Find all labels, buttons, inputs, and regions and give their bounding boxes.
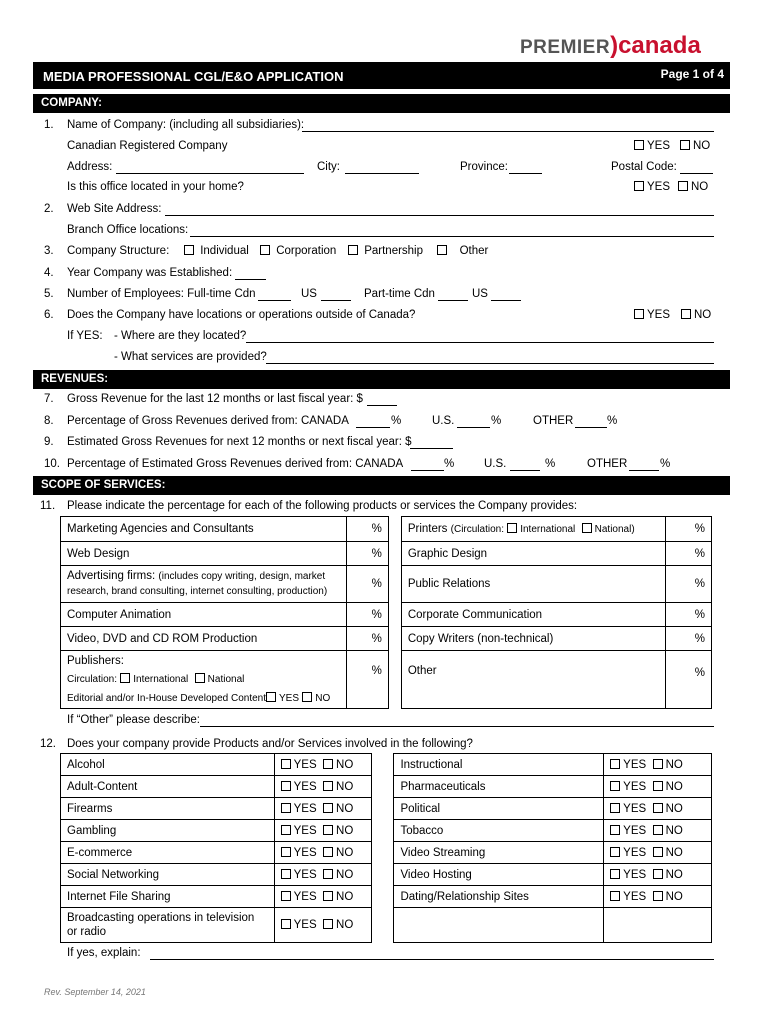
gap-cell <box>372 798 394 820</box>
checkbox[interactable] <box>634 181 644 191</box>
where-field[interactable] <box>246 342 714 343</box>
fulltime-us-label: US <box>301 288 317 300</box>
gap-cell <box>372 776 394 798</box>
city-label: City: <box>317 161 340 173</box>
checkbox[interactable] <box>653 825 663 835</box>
checkbox[interactable] <box>610 847 620 857</box>
fulltime-cdn-field[interactable] <box>258 300 291 301</box>
checkbox[interactable] <box>281 847 291 857</box>
parttime-label: Part-time Cdn <box>364 288 435 300</box>
logo-swoosh: ) <box>610 32 619 59</box>
yes-label: YES <box>293 780 317 793</box>
advertising-note: (includes copy writing, design, market <box>158 571 326 582</box>
checkbox[interactable] <box>323 847 333 857</box>
q7-number: 7. <box>44 393 54 405</box>
revision-date: Rev. September 14, 2021 <box>44 987 146 997</box>
checkbox[interactable] <box>610 759 620 769</box>
yes-no-cell[interactable] <box>604 798 712 820</box>
service-pct[interactable]: % <box>666 603 712 627</box>
q8-other-field[interactable] <box>575 427 607 428</box>
q10-number: 10. <box>44 458 60 470</box>
other-describe-label: If “Other” please describe: <box>67 714 200 726</box>
q9-number: 9. <box>44 436 54 448</box>
advertising-note-2: research, brand consulting, internet consulting, production) <box>67 586 328 597</box>
q8-canada-field[interactable] <box>356 427 390 428</box>
checkbox[interactable] <box>323 919 333 929</box>
q3-number: 3. <box>44 245 54 257</box>
yes-label: YES <box>293 758 317 771</box>
no-label: NO <box>315 692 331 704</box>
city-field[interactable] <box>345 173 419 174</box>
table-row <box>61 627 712 651</box>
checkbox[interactable] <box>260 245 270 255</box>
no-label: NO <box>665 824 683 837</box>
address-label: Address: <box>67 161 113 173</box>
q10-us-field[interactable] <box>510 470 540 471</box>
postal-label: Postal Code: <box>611 161 677 173</box>
registered-no[interactable] <box>680 140 710 152</box>
table-row <box>61 886 712 908</box>
q10-label: Percentage of Estimated Gross Revenues derived from: CANADA <box>67 458 404 470</box>
yes-no-cell[interactable] <box>274 842 372 864</box>
checkbox[interactable] <box>610 781 620 791</box>
yes-no-cell[interactable] <box>274 820 372 842</box>
product-cell: Dating/Relationship Sites <box>394 886 604 908</box>
checkbox[interactable] <box>281 781 291 791</box>
no-label: NO <box>694 309 712 321</box>
q10-other-label: OTHER <box>587 458 628 470</box>
checkbox[interactable] <box>323 759 333 769</box>
page-title: MEDIA PROFESSIONAL CGL/E&O APPLICATION <box>43 69 344 84</box>
home-yes[interactable] <box>634 181 670 193</box>
no-label: NO <box>665 802 683 815</box>
international-label: International <box>520 524 576 535</box>
circulation-label: Circulation: <box>67 673 118 685</box>
q10-canada-field[interactable] <box>411 470 444 471</box>
yes-label: YES <box>293 846 317 859</box>
gap-cell <box>372 908 394 943</box>
service-cell: Corporate Communication <box>401 603 665 627</box>
q8-number: 8. <box>44 415 54 427</box>
checkbox[interactable] <box>681 309 691 319</box>
gap-cell <box>372 864 394 886</box>
checkbox[interactable] <box>653 869 663 879</box>
pct-sign: % <box>491 415 502 427</box>
checkbox[interactable] <box>323 891 333 901</box>
service-pct[interactable]: % <box>347 566 389 603</box>
service-pct[interactable]: % <box>347 517 389 542</box>
pct-sign: % <box>660 458 671 470</box>
other-describe-field[interactable] <box>200 726 714 727</box>
no-label: NO <box>336 890 354 903</box>
parttime-cdn-field[interactable] <box>438 300 468 301</box>
yes-label: YES <box>623 802 647 815</box>
product-cell: Pharmaceuticals <box>394 776 604 798</box>
service-pct[interactable]: % <box>347 542 389 566</box>
q10-us-label: U.S. <box>484 458 507 470</box>
yes-no-cell[interactable] <box>604 842 712 864</box>
checkbox[interactable] <box>582 523 592 533</box>
table-row <box>61 651 712 709</box>
registered-label: Canadian Registered Company <box>67 140 228 152</box>
yes-label: YES <box>293 802 317 815</box>
yes-no-cell[interactable] <box>604 754 712 776</box>
no-label: NO <box>693 140 711 152</box>
checkbox[interactable] <box>281 803 291 813</box>
premier-canada-logo <box>520 32 701 60</box>
no-label: NO <box>336 868 354 881</box>
service-cell: Web Design <box>61 542 347 566</box>
q8-us-field[interactable] <box>457 427 490 428</box>
no-label: NO <box>336 802 354 815</box>
checkbox[interactable] <box>195 673 205 683</box>
yes-no-cell[interactable] <box>274 776 372 798</box>
what-field[interactable] <box>266 363 714 364</box>
checkbox[interactable] <box>281 825 291 835</box>
yes-no-cell[interactable] <box>604 776 712 798</box>
service-pct[interactable]: % <box>666 542 712 566</box>
empty-cell <box>394 908 604 943</box>
checkbox[interactable] <box>323 869 333 879</box>
product-cell: Internet File Sharing <box>61 886 275 908</box>
service-cell <box>401 517 665 542</box>
q4-label: Year Company was Established: <box>67 267 233 279</box>
publishers-label: Publishers: <box>67 654 124 667</box>
yes-label: YES <box>647 140 671 152</box>
section-revenues-label: REVENUES: <box>41 373 109 385</box>
no-label: NO <box>336 824 354 837</box>
pct-sign: % <box>391 415 402 427</box>
section-scope <box>33 476 730 495</box>
home-no[interactable] <box>678 181 708 193</box>
service-cell: Video, DVD and CD ROM Production <box>61 627 347 651</box>
no-label: NO <box>665 868 683 881</box>
structure-label: Partnership <box>364 245 424 257</box>
service-cell <box>61 566 347 603</box>
q2-label: Web Site Address: <box>67 203 162 215</box>
pct-sign: % <box>545 458 556 470</box>
yes-no-cell[interactable] <box>274 798 372 820</box>
section-company-label: COMPANY: <box>41 97 102 109</box>
checkbox[interactable] <box>653 891 663 901</box>
q5-label: Number of Employees: Full-time Cdn <box>67 288 256 300</box>
logo-canada: canada <box>618 32 701 59</box>
gap-cell <box>372 886 394 908</box>
pct-sign: % <box>607 415 618 427</box>
product-cell: E-commerce <box>61 842 275 864</box>
structure-partnership[interactable] <box>348 245 423 257</box>
product-cell: Gambling <box>61 820 275 842</box>
home-label: Is this office located in your home? <box>67 181 244 193</box>
checkbox[interactable] <box>610 825 620 835</box>
checkbox[interactable] <box>610 891 620 901</box>
q12-label: Does your company provide Products and/or Services involved in the following? <box>67 738 473 750</box>
section-revenues <box>33 370 730 389</box>
yes-no-cell[interactable] <box>274 886 372 908</box>
structure-individual[interactable] <box>184 245 249 257</box>
table-row <box>61 603 712 627</box>
service-pct[interactable]: % <box>666 627 712 651</box>
gap-cell <box>388 566 401 603</box>
service-pct[interactable]: % <box>666 651 712 709</box>
no-label: NO <box>665 758 683 771</box>
service-cell <box>61 651 347 709</box>
service-cell: Public Relations <box>401 566 665 603</box>
yes-label: YES <box>293 890 317 903</box>
product-cell: Video Streaming <box>394 842 604 864</box>
outside-yes[interactable] <box>634 309 670 321</box>
website-field[interactable] <box>165 215 714 216</box>
yes-no-cell[interactable] <box>604 820 712 842</box>
checkbox[interactable] <box>323 781 333 791</box>
product-cell: Broadcasting operations in television or radio <box>61 908 275 943</box>
yes-label: YES <box>623 846 647 859</box>
yes-label: YES <box>293 919 317 931</box>
company-name-field[interactable] <box>302 131 714 132</box>
estimated-revenue-field[interactable] <box>410 448 453 449</box>
yes-label: YES <box>647 309 671 321</box>
advertising-label: Advertising firms: <box>67 570 156 582</box>
outside-no[interactable] <box>681 309 711 321</box>
product-cell: Video Hosting <box>394 864 604 886</box>
empty-cell <box>604 908 712 943</box>
q1-number: 1. <box>44 119 54 131</box>
products-table <box>60 753 712 943</box>
q4-number: 4. <box>44 267 54 279</box>
yes-label: YES <box>279 692 300 704</box>
product-cell: Tobacco <box>394 820 604 842</box>
what-label: - What services are provided? <box>114 351 267 363</box>
service-pct[interactable]: % <box>347 651 389 709</box>
table-row <box>61 908 712 943</box>
yes-label: YES <box>293 824 317 837</box>
circulation-label: (Circulation: <box>450 524 504 535</box>
services-table <box>60 516 712 709</box>
checkbox[interactable] <box>507 523 517 533</box>
product-cell: Instructional <box>394 754 604 776</box>
q10-other-field[interactable] <box>629 470 659 471</box>
table-row <box>61 842 712 864</box>
q3-label: Company Structure: <box>67 245 170 257</box>
yes-no-cell[interactable] <box>274 908 372 943</box>
checkbox[interactable] <box>323 803 333 813</box>
service-pct[interactable]: % <box>347 627 389 651</box>
pct-sign: % <box>444 458 455 470</box>
product-cell: Firearms <box>61 798 275 820</box>
gap-cell <box>388 517 401 542</box>
q7-label: Gross Revenue for the last 12 months or last fiscal year: $ <box>67 393 363 405</box>
checkbox[interactable] <box>653 847 663 857</box>
service-cell: Other <box>401 651 665 709</box>
q11-label: Please indicate the percentage for each of the following products or services the Company provides: <box>67 500 578 512</box>
address-field[interactable] <box>116 173 304 174</box>
national-label: National) <box>594 524 635 535</box>
service-cell: Computer Animation <box>61 603 347 627</box>
parttime-us-label: US <box>472 288 488 300</box>
checkbox[interactable] <box>266 692 276 702</box>
no-label: NO <box>665 846 683 859</box>
q9-label: Estimated Gross Revenues for next 12 months or next fiscal year: $ <box>67 436 412 448</box>
product-cell: Adult-Content <box>61 776 275 798</box>
ifyes-label: If YES: <box>67 330 103 342</box>
no-label: NO <box>336 758 354 771</box>
gap-cell <box>388 603 401 627</box>
structure-other[interactable] <box>437 245 488 257</box>
no-label: NO <box>336 846 354 859</box>
structure-label: Other <box>459 245 489 257</box>
province-field[interactable] <box>509 173 542 174</box>
yes-label: YES <box>623 890 647 903</box>
gross-revenue-field[interactable] <box>367 405 397 406</box>
yes-no-cell[interactable] <box>274 864 372 886</box>
editorial-label: Editorial and/or In-House Developed Content <box>67 692 267 704</box>
q6-label: Does the Company have locations or operations outside of Canada? <box>67 309 416 321</box>
explain-label: If yes, explain: <box>67 947 141 959</box>
gap-cell <box>372 820 394 842</box>
checkbox[interactable] <box>281 919 291 929</box>
province-label: Province: <box>460 161 508 173</box>
branch-field[interactable] <box>190 236 714 237</box>
yes-label: YES <box>623 868 647 881</box>
section-company <box>33 94 730 113</box>
gap-cell <box>388 542 401 566</box>
product-cell: Alcohol <box>61 754 275 776</box>
yes-no-cell[interactable] <box>604 864 712 886</box>
printers-label: Printers <box>407 523 448 535</box>
where-label: - Where are they located? <box>114 330 247 342</box>
no-label: NO <box>665 780 683 793</box>
national-label: National <box>207 673 245 685</box>
explain-field[interactable] <box>150 959 714 960</box>
gap-cell <box>388 627 401 651</box>
title-bar <box>33 62 730 89</box>
checkbox[interactable] <box>653 759 663 769</box>
checkbox[interactable] <box>634 140 644 150</box>
table-row <box>61 517 712 542</box>
product-cell: Social Networking <box>61 864 275 886</box>
checkbox[interactable] <box>437 245 447 255</box>
structure-corporation[interactable] <box>260 245 336 257</box>
checkbox[interactable] <box>634 309 644 319</box>
page-number: Page 1 of 4 <box>660 67 724 81</box>
service-cell: Marketing Agencies and Consultants <box>61 517 347 542</box>
product-cell: Political <box>394 798 604 820</box>
table-row <box>61 542 712 566</box>
yes-label: YES <box>623 824 647 837</box>
section-scope-label: SCOPE OF SERVICES: <box>41 479 166 491</box>
yes-label: YES <box>623 758 647 771</box>
year-field[interactable] <box>235 279 266 280</box>
table-row <box>61 820 712 842</box>
checkbox[interactable] <box>184 245 194 255</box>
checkbox[interactable] <box>678 181 688 191</box>
q5-number: 5. <box>44 288 54 300</box>
yes-no-cell[interactable] <box>604 886 712 908</box>
logo-premier: PREMIER <box>520 37 611 58</box>
q8-us-label: U.S. <box>432 415 455 427</box>
structure-label: Corporation <box>276 245 337 257</box>
checkbox[interactable] <box>323 825 333 835</box>
checkbox[interactable] <box>120 673 130 683</box>
q12-number: 12. <box>40 738 56 750</box>
q8-other-label: OTHER <box>533 415 574 427</box>
international-label: International <box>133 673 189 685</box>
checkbox[interactable] <box>653 781 663 791</box>
q8-label: Percentage of Gross Revenues derived from: CANADA <box>67 415 349 427</box>
checkbox[interactable] <box>302 692 312 702</box>
q11-number: 11. <box>40 500 56 512</box>
no-label: NO <box>665 890 683 903</box>
yes-label: YES <box>647 181 671 193</box>
no-label: NO <box>691 181 709 193</box>
yes-label: YES <box>293 868 317 881</box>
service-cell: Copy Writers (non-technical) <box>401 627 665 651</box>
branch-label: Branch Office locations: <box>67 224 189 236</box>
checkbox[interactable] <box>281 759 291 769</box>
service-cell: Graphic Design <box>401 542 665 566</box>
q6-number: 6. <box>44 309 54 321</box>
checkbox[interactable] <box>348 245 358 255</box>
gap-cell <box>372 754 394 776</box>
yes-no-cell[interactable] <box>274 754 372 776</box>
checkbox[interactable] <box>610 803 620 813</box>
table-row <box>61 754 712 776</box>
service-pct[interactable]: % <box>666 517 712 542</box>
q1-label: Name of Company: (including all subsidiaries): <box>67 119 305 131</box>
gap-cell <box>372 842 394 864</box>
q2-number: 2. <box>44 203 54 215</box>
no-label: NO <box>336 780 354 793</box>
structure-label: Individual <box>200 245 249 257</box>
checkbox[interactable] <box>610 869 620 879</box>
service-pct[interactable]: % <box>666 566 712 603</box>
parttime-us-field[interactable] <box>491 300 521 301</box>
checkbox[interactable] <box>680 140 690 150</box>
table-row <box>61 776 712 798</box>
table-row <box>61 864 712 886</box>
checkbox[interactable] <box>653 803 663 813</box>
checkbox[interactable] <box>281 869 291 879</box>
table-row <box>61 798 712 820</box>
postal-field[interactable] <box>680 173 713 174</box>
registered-yes[interactable] <box>634 140 670 152</box>
fulltime-us-field[interactable] <box>321 300 351 301</box>
yes-label: YES <box>623 780 647 793</box>
checkbox[interactable] <box>281 891 291 901</box>
no-label: NO <box>336 919 354 931</box>
gap-cell <box>388 651 401 709</box>
table-row <box>61 566 712 603</box>
service-pct[interactable]: % <box>347 603 389 627</box>
